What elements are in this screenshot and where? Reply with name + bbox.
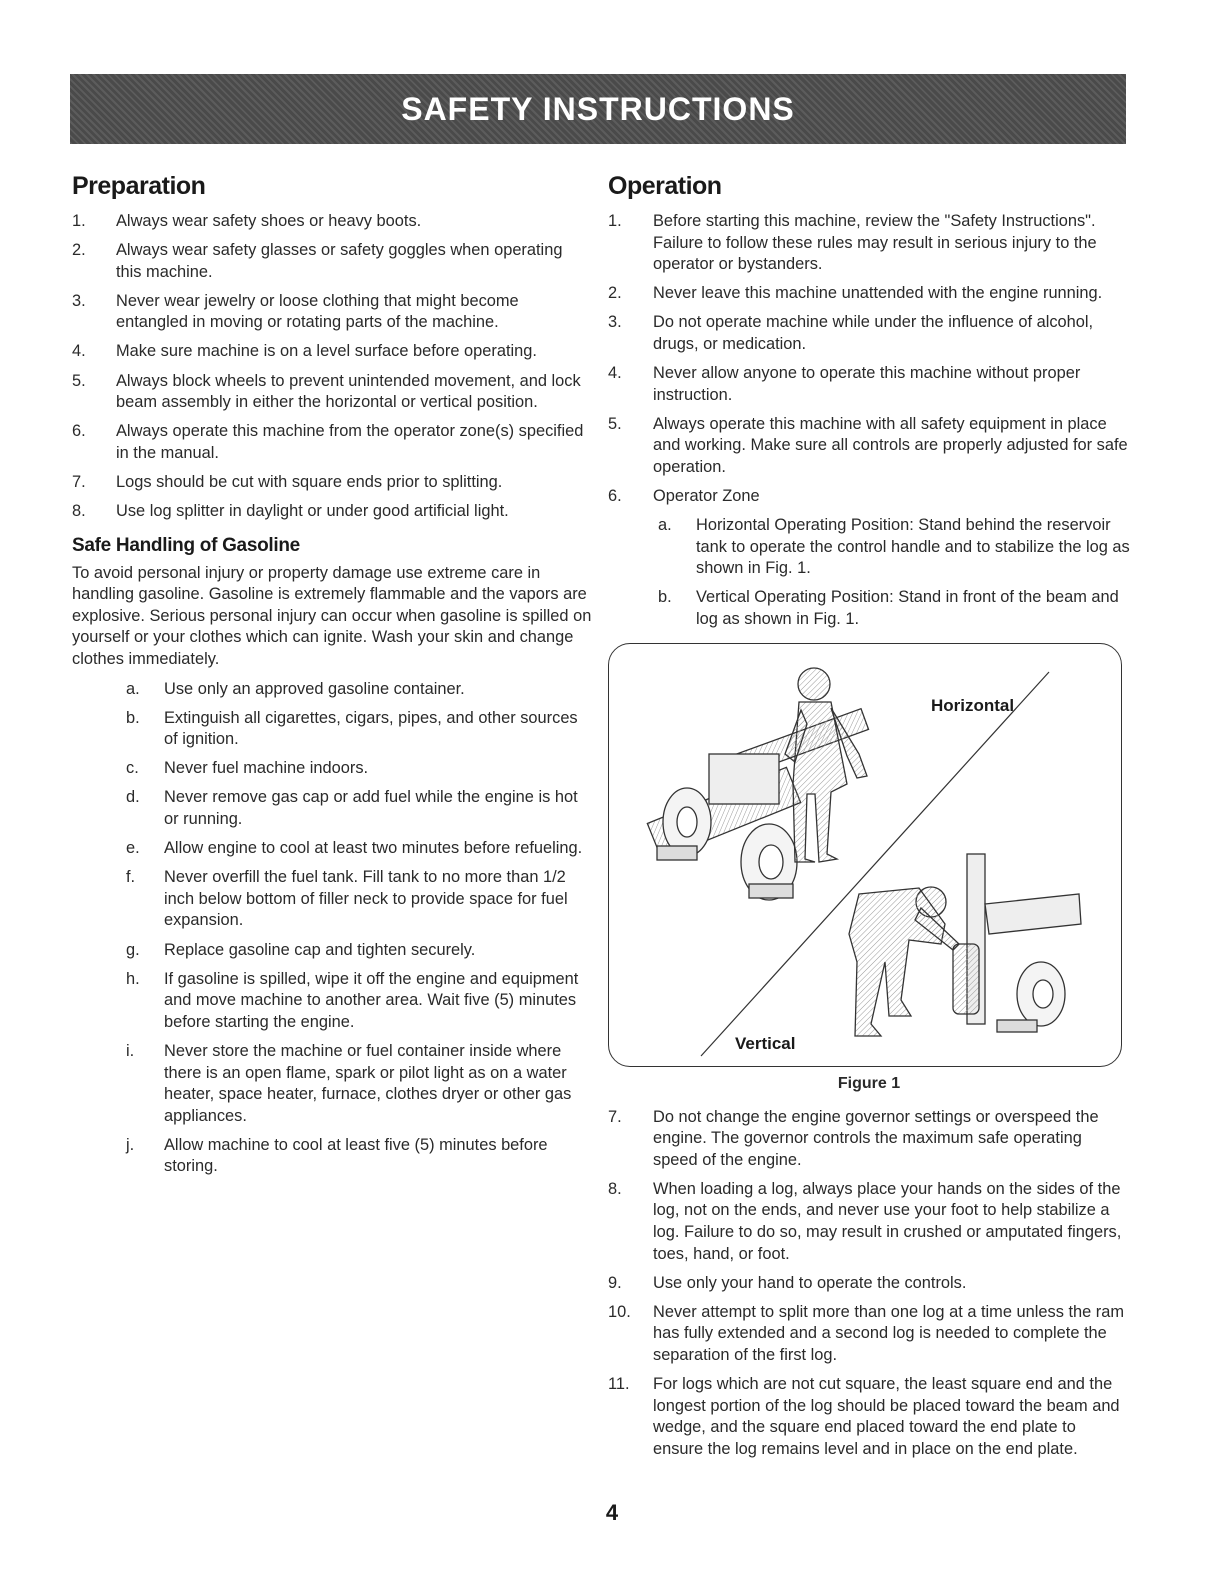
list-item-number: 6. — [608, 487, 622, 506]
list-item-number: 9. — [608, 1273, 622, 1292]
list-item-number: 1. — [72, 212, 86, 230]
list-item — [126, 867, 592, 932]
list-item-number: f. — [126, 868, 136, 887]
list-item-number: 2. — [72, 241, 86, 260]
list-item-number: 10. — [608, 1302, 631, 1321]
list-item-text: Allow machine to cool at least five (5) minutes before storing. — [164, 1135, 548, 1176]
operation-list-continued — [608, 1107, 1130, 1461]
page-number: 4 — [605, 1500, 619, 1525]
list-item-text: Never remove gas cap or add fuel while the engine is hot or running. — [164, 788, 578, 829]
list-item — [72, 211, 592, 233]
list-item-number: 11. — [608, 1375, 630, 1394]
list-item-text: Always operate this machine with all safety equipment in place and working. Make sure all controls are properly adjusted for safe operation. — [653, 414, 1128, 476]
list-item-text: Never leave this machine unattended with the engine running. — [653, 284, 1103, 303]
list-item-number: 7. — [72, 472, 86, 491]
operation-heading: Operation — [608, 172, 722, 200]
list-item — [608, 211, 1130, 276]
list-item-text: Horizontal Operating Position: Stand behind the reservoir tank to operate the control handle and to stabilize the log as shown in Fig. 1. — [696, 516, 1130, 578]
list-item-text: Never fuel machine indoors. — [164, 759, 369, 778]
list-item-number: 7. — [608, 1107, 622, 1126]
list-item-number: d. — [126, 788, 140, 807]
list-item — [608, 486, 1130, 508]
figure-frame — [608, 643, 1122, 1067]
figure-1 — [608, 643, 1130, 1075]
list-item-number: 2. — [608, 284, 622, 303]
list-item-number: b. — [658, 588, 672, 607]
list-item-text: Do not change the engine governor settings or overspeed the engine. The governor controls the maximum safe operating speed of the engine. — [653, 1107, 1099, 1169]
list-item-number: h. — [126, 969, 140, 988]
list-item — [126, 679, 592, 701]
list-item — [658, 515, 1130, 580]
list-item-text: Operator Zone — [653, 487, 760, 506]
list-item — [608, 414, 1130, 479]
list-item-number: j. — [126, 1135, 135, 1154]
figure-caption: Figure 1 — [837, 1074, 901, 1092]
list-item-text: Never attempt to split more than one log at a time unless the ram has fully extended and a second log is needed to complete the separation of the first log. — [653, 1302, 1125, 1365]
list-item-text: Always wear safety shoes or heavy boots. — [116, 212, 422, 230]
list-item-text: Make sure machine is on a level surface before operating. — [116, 342, 537, 361]
list-item — [608, 283, 1130, 305]
list-item — [72, 421, 592, 464]
list-item-text: When loading a log, always place your hands on the sides of the log, not on the ends, and never use your foot to help stabilize a log. Failure to do so, may result in crushed or amputated fingers, toes, hand, or foot. — [653, 1179, 1122, 1263]
list-item — [72, 240, 592, 283]
gasoline-intro: To avoid personal injury or property damage use extreme care in handling gasoline. Gasoline is extremely flammable and the vapors are explosive. Serious personal injury can occur when gasoline is spilled on yourself or your clothes which can ignite. Wash your skin and change clothes immediately. — [72, 563, 592, 668]
list-item — [126, 787, 592, 830]
list-item-text: Before starting this machine, review the "Safety Instructions". Failure to follow these rules may result in serious injury to the operator or bystanders. — [653, 212, 1097, 274]
list-item — [126, 838, 592, 860]
list-item — [608, 1273, 1130, 1295]
list-item-text: Extinguish all cigarettes, cigars, pipes, and other sources of ignition. — [164, 708, 578, 749]
right-column — [608, 172, 1130, 1468]
list-item — [608, 1107, 1130, 1172]
left-column — [72, 172, 592, 1185]
list-item-number: 6. — [72, 422, 86, 441]
list-item-number: e. — [126, 839, 140, 858]
list-item-text: Use log splitter in daylight or under good artificial light. — [116, 502, 509, 521]
horizontal-operator-figure — [785, 668, 867, 862]
list-item-text: Use only your hand to operate the controls. — [653, 1273, 967, 1292]
list-item — [608, 1374, 1130, 1460]
preparation-list — [72, 211, 592, 523]
list-item-number: i. — [126, 1041, 135, 1060]
list-item — [608, 1179, 1130, 1265]
list-item-text: Allow engine to cool at least two minutes before refueling. — [164, 839, 583, 858]
list-item-text: Always wear safety glasses or safety goggles when operating this machine. — [116, 241, 563, 281]
list-item-number: a. — [658, 516, 672, 535]
list-item — [658, 587, 1130, 630]
list-item — [72, 371, 592, 414]
list-item-number: 8. — [72, 502, 86, 521]
list-item-number: c. — [126, 759, 139, 778]
gasoline-heading: Safe Handling of Gasoline — [72, 534, 300, 556]
list-item-number: 3. — [72, 291, 86, 310]
operator-zone-list — [658, 515, 1130, 630]
list-item-number: 4. — [72, 342, 86, 361]
list-item-number: 4. — [608, 364, 622, 383]
list-item — [126, 969, 592, 1034]
list-item — [608, 1302, 1130, 1367]
banner-title: SAFETY INSTRUCTIONS — [401, 90, 795, 127]
list-item-text: Always operate this machine from the operator zone(s) specified in the manual. — [116, 422, 584, 462]
operation-list — [608, 211, 1130, 508]
list-item-text: Never wear jewelry or loose clothing that might become entangled in moving or rotating parts of the machine. — [116, 291, 519, 332]
list-item-text: Do not operate machine while under the influence of alcohol, drugs, or medication. — [653, 313, 1094, 353]
list-item — [126, 708, 592, 751]
gasoline-list — [126, 679, 592, 1178]
list-item-text: Always block wheels to prevent unintended movement, and lock beam assembly in either the horizontal or vertical position. — [116, 371, 581, 412]
list-item — [72, 291, 592, 334]
list-item-number: a. — [126, 679, 140, 698]
list-item — [126, 758, 592, 780]
preparation-heading: Preparation — [72, 172, 206, 200]
list-item — [126, 1041, 592, 1127]
list-item-text: Never allow anyone to operate this machine without proper instruction. — [653, 364, 1081, 404]
list-item — [608, 312, 1130, 355]
list-item-number: b. — [126, 708, 140, 727]
list-item-number: 3. — [608, 313, 622, 332]
list-item-text: Logs should be cut with square ends prior to splitting. — [116, 472, 503, 491]
list-item-text: Never overfill the fuel tank. Fill tank to no more than 1/2 inch below bottom of filler neck to provide space for fuel expansion. — [164, 868, 568, 930]
list-item-number: 8. — [608, 1179, 622, 1198]
list-item-text: Use only an approved gasoline container. — [164, 679, 465, 698]
figure-label-horizontal: Horizontal — [931, 695, 1015, 715]
list-item-number: g. — [126, 940, 140, 959]
list-item-text: If gasoline is spilled, wipe it off the engine and equipment and move machine to another area. Wait five (5) minutes before starting the engine. — [164, 969, 579, 1031]
figure-illustration — [609, 644, 1122, 1067]
list-item — [72, 341, 592, 363]
list-item — [72, 472, 592, 494]
list-item-number: 1. — [608, 212, 622, 230]
list-item-number: 5. — [608, 414, 622, 433]
list-item-text: For logs which are not cut square, the least square end and the longest portion of the log should be placed toward the beam and wedge, and the square end placed toward the end plate to ensure the log remains level and in place on the end plate. — [653, 1375, 1120, 1458]
list-item-text: Vertical Operating Position: Stand in front of the beam and log as shown in Fig. 1. — [696, 588, 1119, 628]
list-item-text: Replace gasoline cap and tighten securely. — [164, 940, 476, 959]
section-banner — [70, 74, 1126, 144]
list-item-number: 5. — [72, 371, 86, 390]
list-item — [72, 501, 592, 523]
list-item — [608, 363, 1130, 406]
list-item-text: Never store the machine or fuel container inside where there is an open flame, spark or pilot light as on a water heater, space heater, furnace, clothes dryer or other gas appliances. — [164, 1041, 572, 1125]
figure-label-vertical: Vertical — [735, 1033, 796, 1053]
vertical-operator-figure — [849, 887, 959, 1036]
list-item — [126, 940, 592, 962]
list-item — [126, 1135, 592, 1178]
vertical-splitter-drawing — [953, 854, 1081, 1032]
